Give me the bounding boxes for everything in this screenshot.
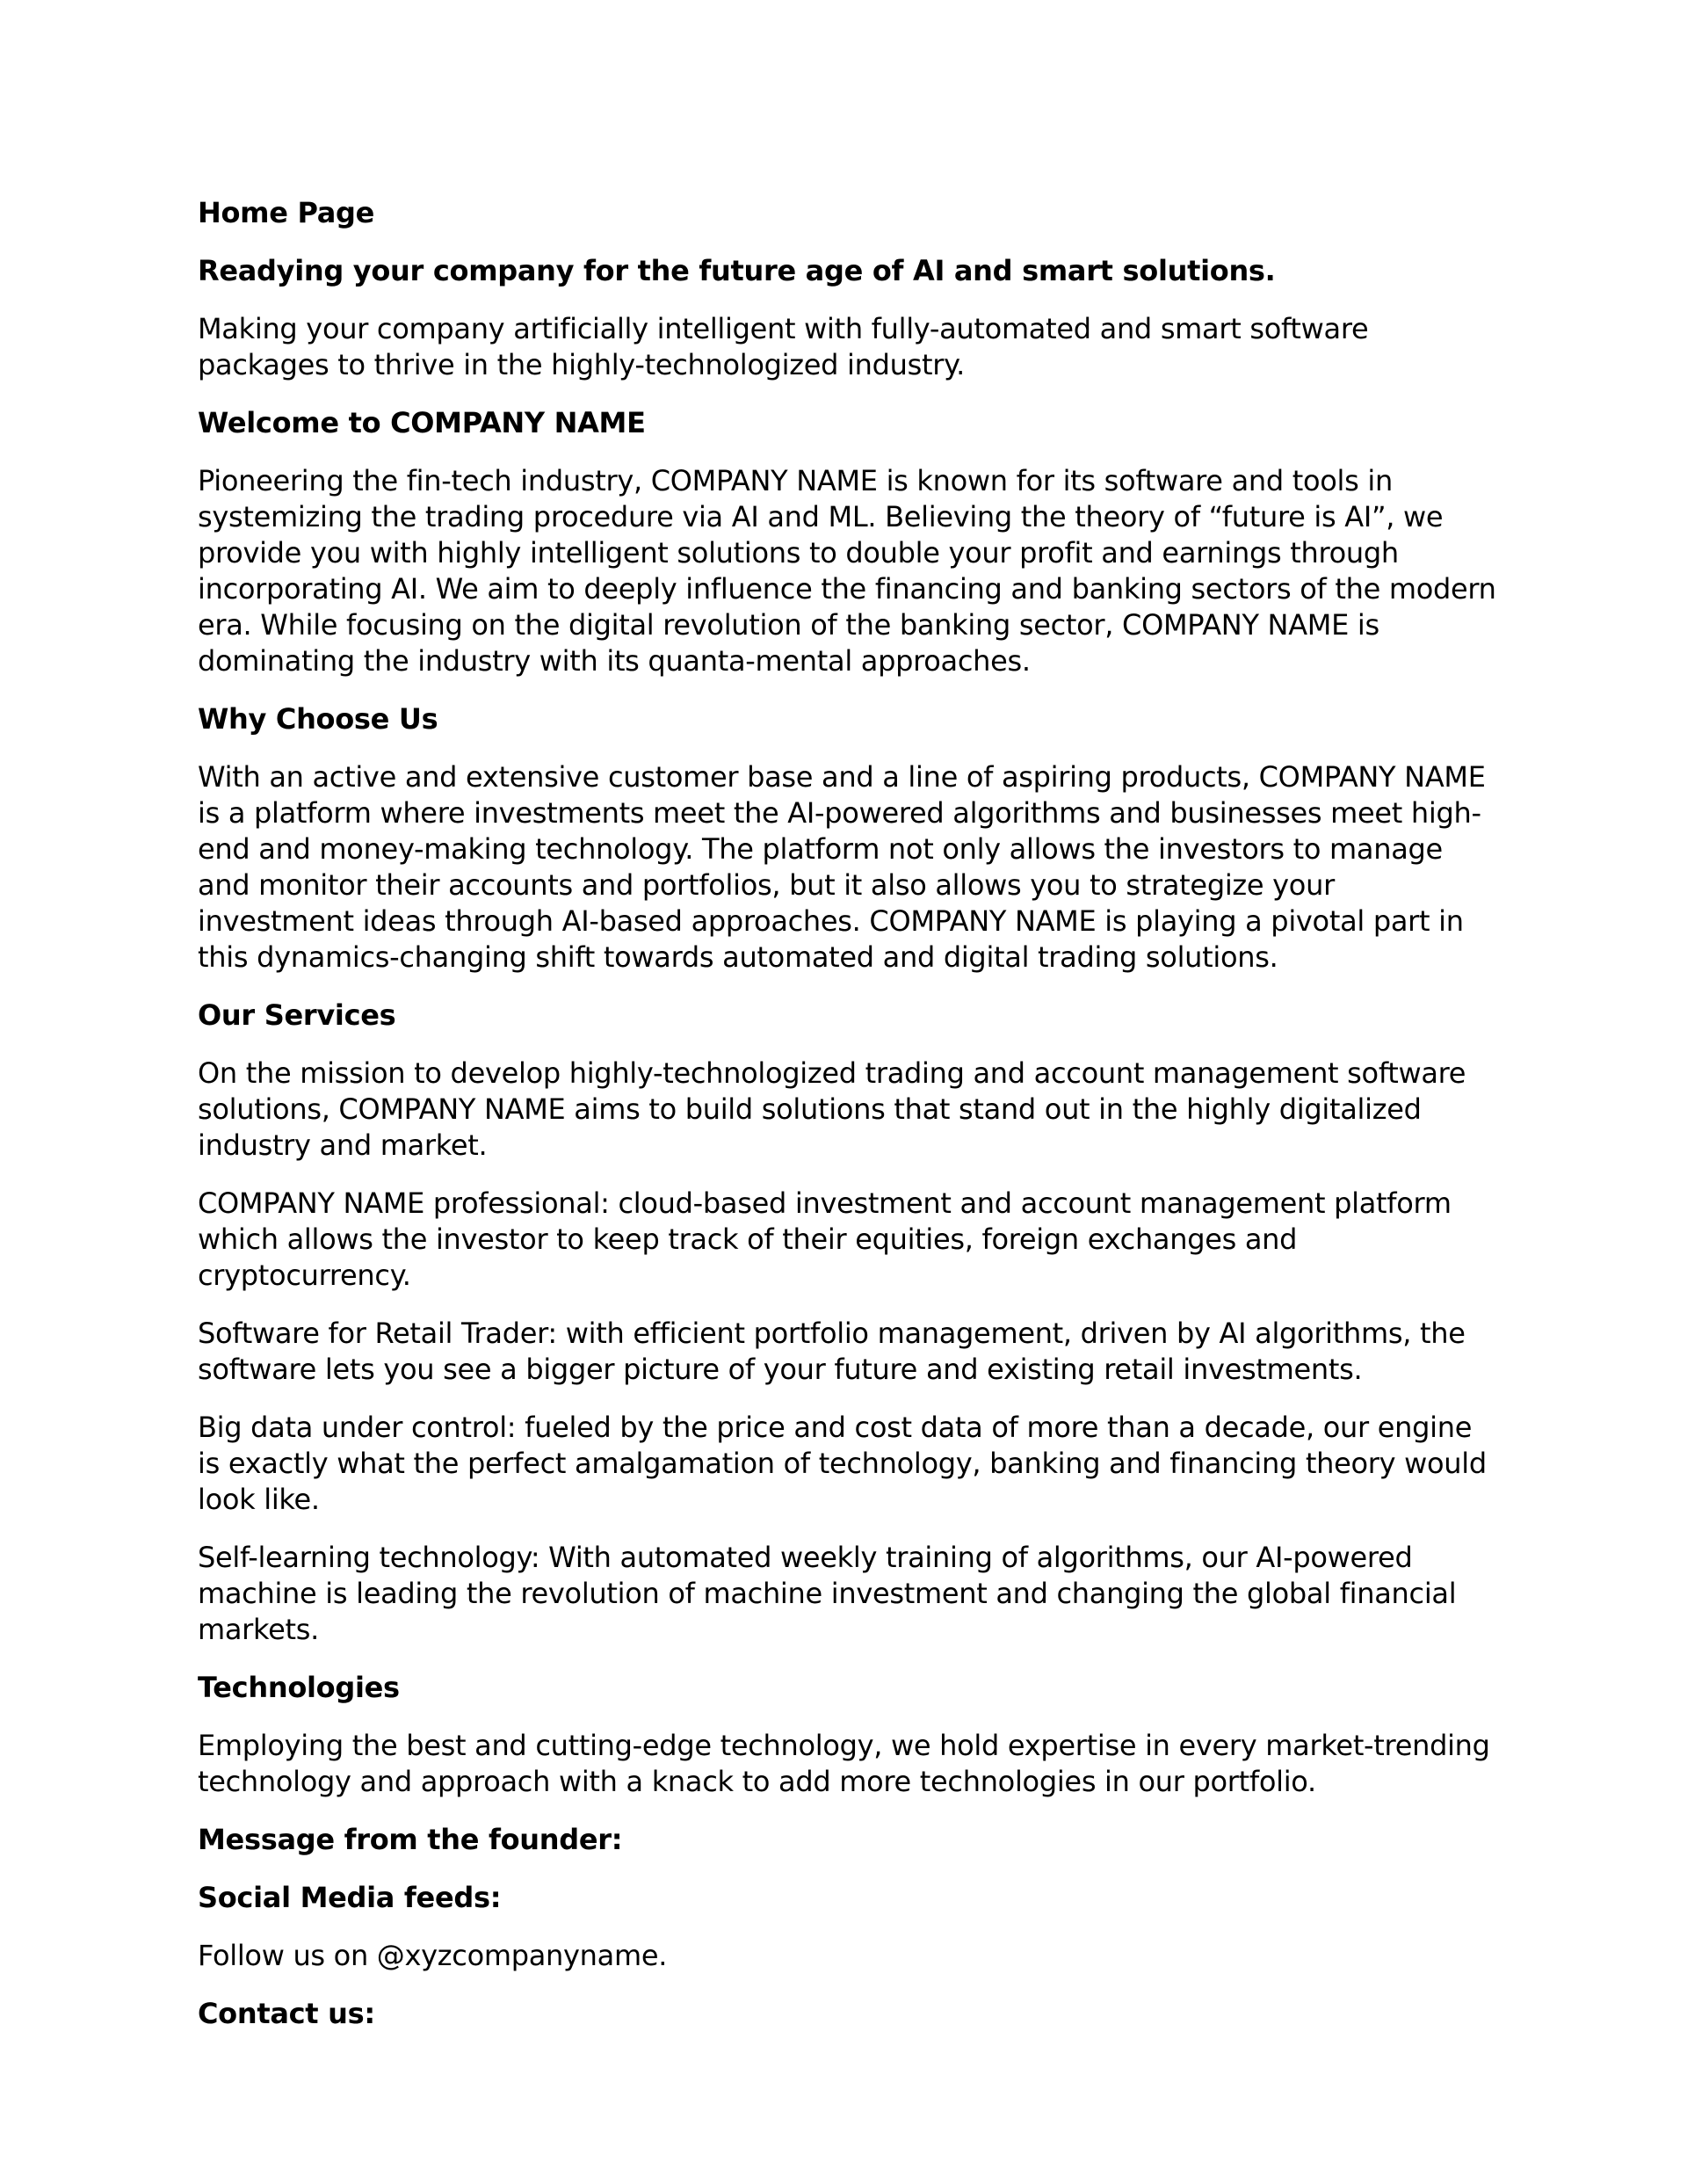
- contact-us-heading: Contact us:: [198, 1997, 375, 2030]
- founder-message-heading: Message from the founder:: [198, 1823, 623, 1856]
- why-choose-us-paragraph: With an active and extensive customer base and a line of aspiring products, COMPANY NAME is a platform where investments meet the AI-powered algorithms and businesses meet high-end and money-making technology. The platform not only allows the investors to manage and monitor their accounts and portfolios, but it also allows you to strategize your investment ideas through AI-based approaches. COMPANY NAME is playing a pivotal part in this dynamics-changing shift towards automated and digital trading solutions.: [198, 760, 1486, 974]
- service-item-retail-trader: Software for Retail Trader: with efficient portfolio management, driven by AI algorithms, the software lets you see a bigger picture of your future and existing retail investments.: [198, 1317, 1466, 1386]
- why-choose-us-heading: Why Choose Us: [198, 702, 438, 736]
- social-media-heading: Social Media feeds:: [198, 1881, 502, 1914]
- service-item-professional: COMPANY NAME professional: cloud-based investment and account management platform which allows the investor to keep track of their equities, foreign exchanges and cryptocurrency.: [198, 1186, 1452, 1292]
- service-item-self-learning: Self-learning technology: With automated weekly training of algorithms, our AI-powered machine is leading the revolution of machine investment and changing the global financial markets.: [198, 1541, 1457, 1646]
- intro-paragraph: Making your company artificially intelligent with fully-automated and smart software packages to thrive in the highly-technologized industry.: [198, 312, 1369, 381]
- technologies-heading: Technologies: [198, 1671, 400, 1704]
- home-page-title: Home Page: [198, 196, 375, 229]
- our-services-heading: Our Services: [198, 998, 396, 1032]
- welcome-paragraph: Pioneering the fin-tech industry, COMPANY NAME is known for its software and tools in systemizing the trading procedure via AI and ML. Believing the theory of “future is AI”, we provide you with highly intelligent solutions to double your profit and earnings through incorporating AI. We aim to deeply influence the financing and banking sectors of the modern era. While focusing on the digital revolution of the banking sector, COMPANY NAME is dominating the industry with its quanta-mental approaches.: [198, 464, 1496, 678]
- document-body: [198, 195, 1498, 2054]
- services-intro-paragraph: On the mission to develop highly-technologized trading and account management software solutions, COMPANY NAME aims to build solutions that stand out in the highly digitalized industry and market.: [198, 1056, 1466, 1162]
- social-media-paragraph: Follow us on @xyzcompanyname.: [198, 1939, 668, 1972]
- tagline-heading: Readying your company for the future age of AI and smart solutions.: [198, 254, 1276, 287]
- service-item-big-data: Big data under control: fueled by the price and cost data of more than a decade, our engine is exactly what the perfect amalgamation of technology, banking and financing theory would look like.: [198, 1411, 1487, 1516]
- welcome-heading: Welcome to COMPANY NAME: [198, 406, 646, 439]
- technologies-paragraph: Employing the best and cutting-edge technology, we hold expertise in every market-trending technology and approach with a knack to add more technologies in our portfolio.: [198, 1729, 1490, 1798]
